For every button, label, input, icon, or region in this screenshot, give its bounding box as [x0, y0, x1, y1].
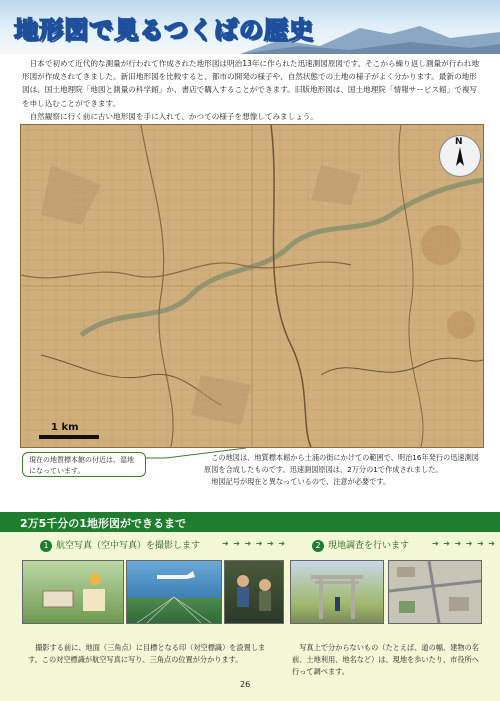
map-note-box: 現在の地質標本館の付近は、湿地になっています。 — [22, 452, 146, 477]
step-2 — [312, 538, 409, 552]
step-1-label: 航空写真（空中写真）を撮影します — [56, 541, 201, 551]
photo-survey-marker — [22, 560, 124, 624]
step-2-label: 現地調査を行います — [328, 541, 410, 551]
page-title: 地形図で見るつくばの歴史 — [14, 16, 314, 44]
intro-paragraph-1: 日本で初めて近代的な測量が行われて作成された地形図は明治13年に作られた迅速測図原図です。そこから繰り返し測量が行われ地形図が作成されてきました。新旧地形図を比較すると、都市の開発の様子や、自然状態での土地の様子がよく分かります。最新の地形図は、国土地理院「地図と測量の科学館」か、書店で購入することができます。旧版地形図は、国土地理院「情報サービス館」で複写を申し込むことができます。 — [22, 59, 480, 108]
map-description — [204, 452, 486, 488]
intro-text — [22, 57, 482, 123]
photo-aerial-town — [388, 560, 482, 624]
step-1-arrows: ➜ ➜ ➜ ➜ ➜ ➜ — [222, 539, 286, 548]
map-scale-bar — [39, 422, 99, 440]
caption-aerial-photo-text: 撮影する前に、地面（三角点）に目標となる印（対空標識）を設置します。この対空標識が航空写真に写り、三角点の位置が分かります。 — [28, 643, 266, 664]
intro-paragraph-2: 自然観察に行く前に古い地形図を手に入れて、かつての様子を想像してみましょう。 — [29, 111, 318, 121]
map-description-1: この地図は、地質標本館から土浦の街にかけての範囲で、明治16年発行の迅速測図原図を合成したものです。迅速測図原図は、2万分の1で作成されました。 — [204, 453, 479, 474]
photo-field-workers — [224, 560, 284, 624]
section-title: 2万5千分の1地形図ができるまで — [20, 517, 186, 530]
step-2-number: 2 — [312, 540, 324, 552]
page-header — [0, 0, 500, 54]
map-drawing — [21, 125, 483, 447]
photo-aerial-plane — [126, 560, 222, 624]
caption-field-survey-text: 写真上で分からないもの（たとえば、道の幅、建物の名前、土地利用、地名など）は、現地を歩いたり、市役所へ行って調べます。 — [292, 643, 479, 676]
section-header — [0, 512, 500, 532]
page-number: 26 — [240, 680, 251, 689]
scale-bar-line — [39, 435, 99, 439]
north-arrow-icon — [439, 135, 481, 177]
north-label: N — [455, 137, 463, 147]
step-1-number: 1 — [40, 540, 52, 552]
step-2-arrows: ➜ ➜ ➜ ➜ ➜ ➜ — [432, 539, 496, 548]
scale-label: 1 km — [51, 422, 79, 433]
step-1 — [40, 538, 200, 552]
caption-aerial-photo — [28, 642, 278, 666]
historic-map-image — [20, 124, 484, 448]
caption-field-survey — [292, 642, 482, 678]
photo-shrine-gate — [290, 560, 384, 624]
map-description-2: 地図記号が現在と異なっているので、注意が必要です。 — [211, 477, 391, 486]
